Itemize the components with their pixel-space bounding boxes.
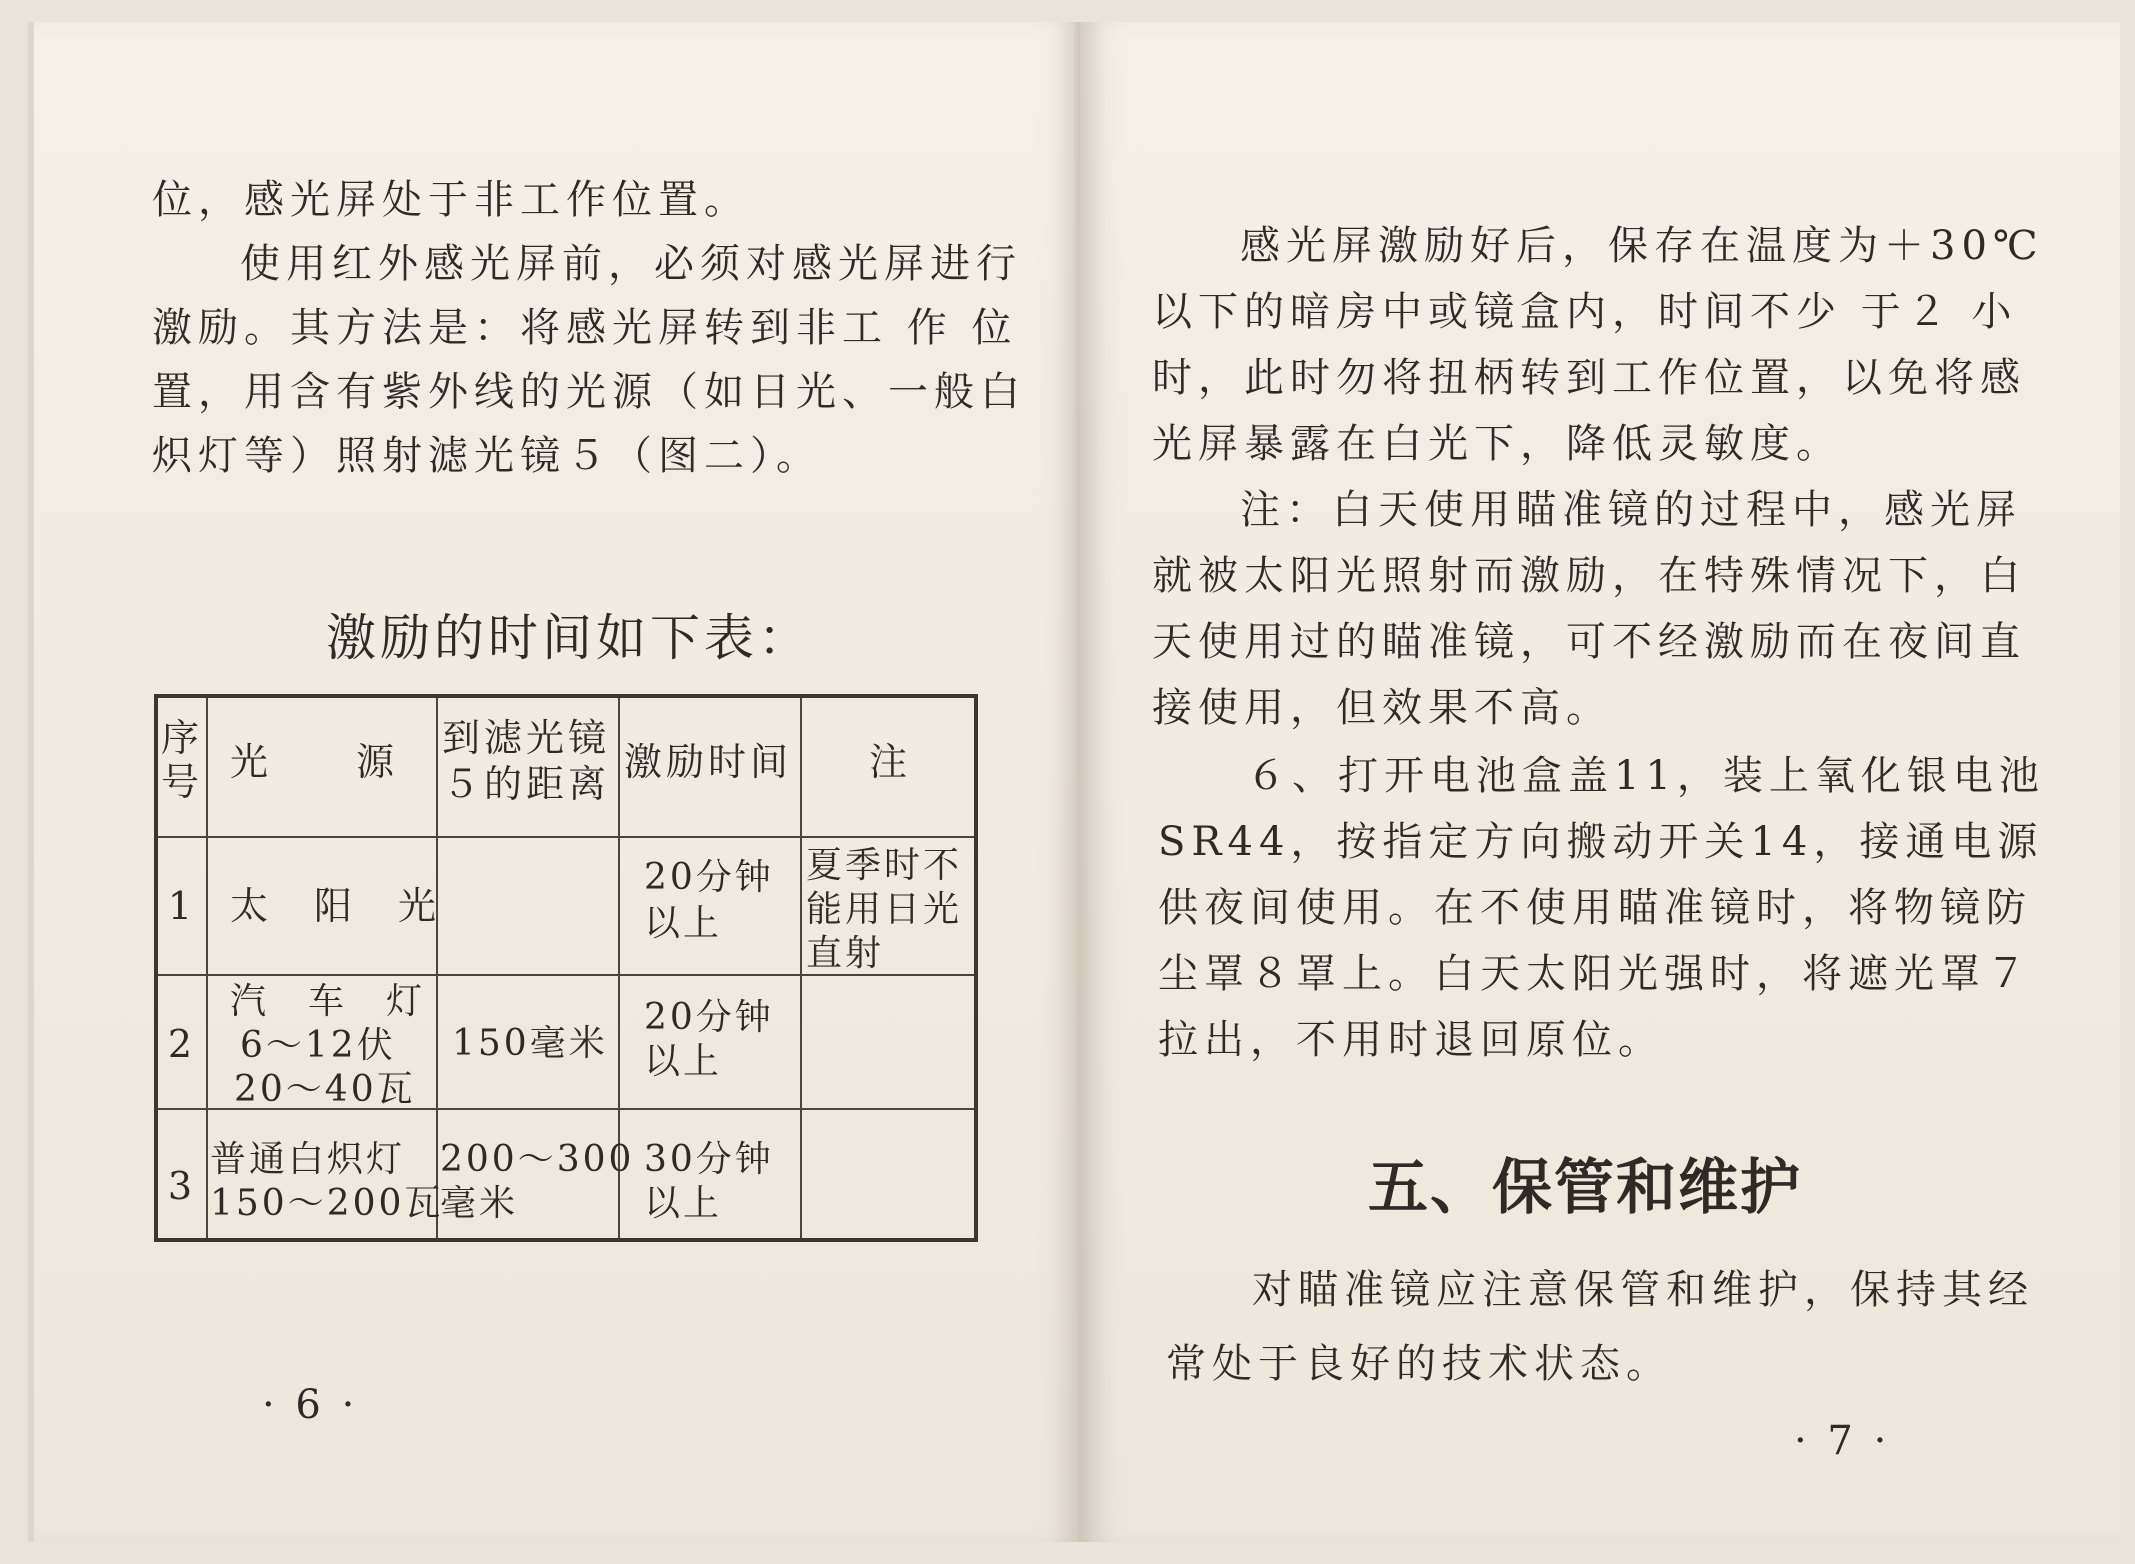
table-header-source: 光 源 (230, 740, 399, 784)
table-cell-distance: 毫米 (440, 1183, 519, 1224)
table-column-rule (436, 698, 438, 1238)
right-paragraph-line: 时，此时勿将扭柄转到工作位置，以免将感 (1152, 355, 2026, 401)
right-paragraph-line: 对瞄准镜应注意保管和维护，保持其经 (1252, 1267, 2034, 1313)
right-paragraph-line: 以下的暗房中或镜盒内，时间不少 于２ 小 (1152, 289, 2018, 335)
table-header-distance: 到滤光镜 (442, 716, 611, 760)
table-cell-source: 150～200瓦 (210, 1183, 444, 1224)
right-paragraph-line: 注：白天使用瞄准镜的过程中，感光屏 (1240, 487, 2022, 533)
table-cell-note: 夏季时不 (806, 845, 963, 886)
table-cell-time: 20分钟 (644, 997, 774, 1038)
table-cell-source: 6～12伏 (240, 1025, 396, 1066)
table-cell-time: 20分钟 (644, 857, 774, 898)
right-paragraph-line: SR44，按指定方向搬动开关14，接通电源 (1158, 819, 2044, 865)
table-cell-source: 20～40瓦 (234, 1069, 416, 1110)
table-cell-no: 2 (167, 1022, 197, 1066)
table-header-note: 注 (868, 740, 911, 784)
left-paragraph-line: 位，感光屏处于非工作位置。 (152, 177, 750, 223)
table-header-time: 激励时间 (624, 740, 793, 784)
table-cell-source: 普通白炽灯 (210, 1139, 406, 1180)
right-paragraph-line: 供夜间使用。在不使用瞄准镜时，将物镜防 (1158, 885, 2032, 931)
table-cell-source: 太 阳 光 (230, 884, 441, 928)
table-cell-time: 以上 (644, 1041, 723, 1082)
table-cell-time: 以上 (644, 1183, 723, 1224)
table-title: 激励的时间如下表： (326, 609, 812, 667)
right-paragraph-line: 感光屏激励好后，保存在温度为＋30℃ (1240, 223, 2044, 269)
left-paragraph-line: 激励。其方法是：将感光屏转到非工 作 位 (152, 305, 1018, 351)
table-cell-time: 以上 (644, 903, 723, 944)
right-paragraph-line: 尘罩８罩上。白天太阳光强时，将遮光罩７ (1158, 951, 2032, 997)
table-row-rule (158, 836, 974, 838)
right-paragraph-line: ６、打开电池盒盖11，装上氧化银电池 (1246, 753, 2045, 799)
table-cell-distance: 150毫米 (452, 1023, 608, 1064)
table-cell-time: 30分钟 (644, 1139, 774, 1180)
table-header-no: 序号 (160, 716, 203, 804)
table-cell-distance: 200～300 (440, 1139, 635, 1180)
page-number-right: · 7 · (1794, 1418, 1891, 1464)
page-number-left: · 6 · (262, 1382, 359, 1428)
excitation-time-table (154, 694, 978, 1242)
right-paragraph-line: 光屏暴露在白光下，降低灵敏度。 (1152, 421, 1842, 467)
table-column-rule (206, 698, 208, 1238)
table-cell-no: 3 (167, 1164, 197, 1208)
table-cell-no: 1 (167, 884, 197, 928)
table-header-distance: ５的距离 (442, 762, 611, 806)
right-paragraph-line: 天使用过的瞄准镜，可不经激励而在夜间直 (1152, 619, 2026, 665)
right-paragraph-line: 就被太阳光照射而激励，在特殊情况下，白 (1152, 553, 2026, 599)
table-cell-note: 直射 (806, 933, 885, 974)
right-paragraph-line: 常处于良好的技术状态。 (1166, 1341, 1672, 1387)
section-heading: 五、保管和维护 (1368, 1153, 1802, 1223)
right-paragraph-line: 拉出，不用时退回原位。 (1158, 1017, 1664, 1063)
table-cell-source: 汽 车 灯 (230, 981, 426, 1022)
left-paragraph-line: 炽灯等）照射滤光镜５（图二）。 (152, 433, 822, 479)
table-cell-note: 能用日光 (806, 889, 963, 930)
left-paragraph-line: 使用红外感光屏前，必须对感光屏进行 (240, 241, 1022, 287)
left-paragraph-line: 置，用含有紫外线的光源（如日光、一般白 (152, 369, 1026, 415)
right-paragraph-line: 接使用，但效果不高。 (1152, 685, 1612, 731)
